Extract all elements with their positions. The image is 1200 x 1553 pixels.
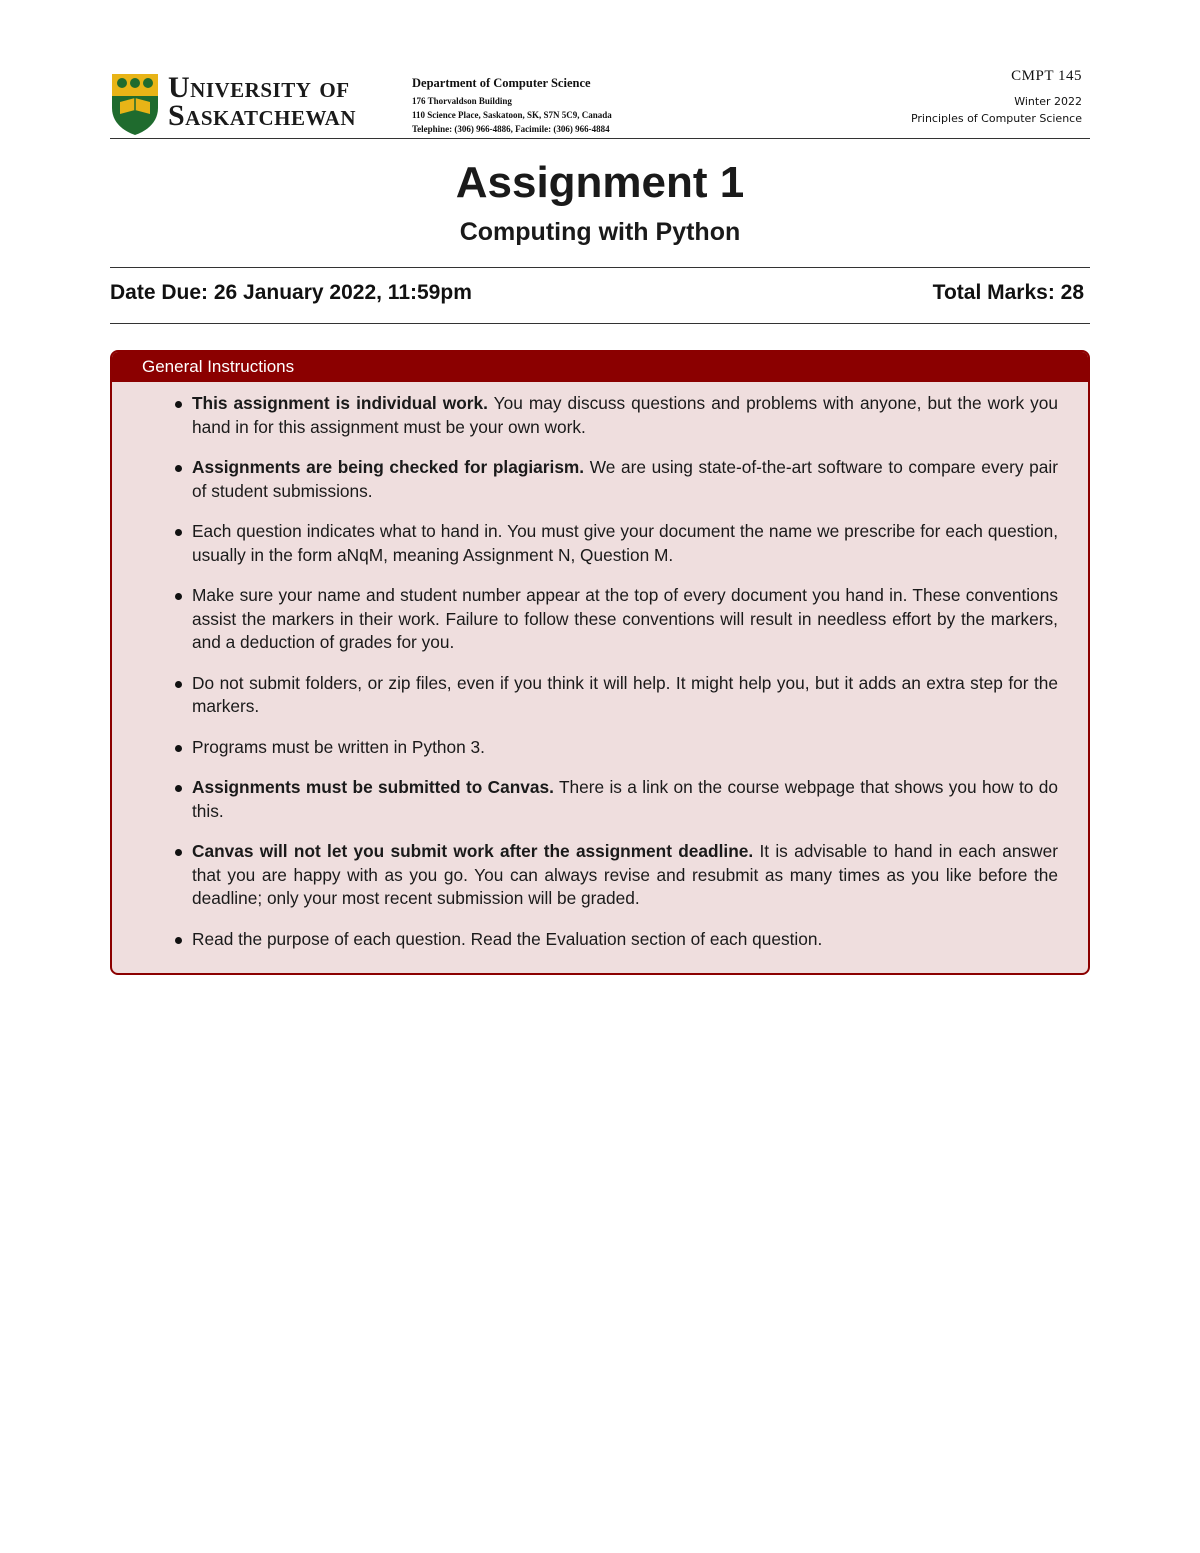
bullet-icon <box>175 593 182 600</box>
course-info <box>911 68 1082 127</box>
assignment-subtitle: Computing with Python <box>459 218 741 246</box>
course-code: CMPT 145 <box>1011 68 1082 84</box>
instruction-lead: Assignments are being checked for plagiarism. <box>192 457 585 477</box>
bullet-icon <box>175 465 182 472</box>
bullet-icon <box>175 937 182 944</box>
instruction-item <box>192 672 1058 719</box>
instruction-item <box>192 736 1058 760</box>
general-instructions-box <box>110 350 1090 975</box>
document-page <box>110 0 1090 1553</box>
instruction-item <box>192 840 1058 911</box>
instruction-text: We are using state-of-the-art software to compare every pair of student submissions. <box>192 457 1058 501</box>
instruction-text: Programs must be written in Python 3. <box>192 736 485 757</box>
university-crest-icon <box>110 72 160 136</box>
instruction-lead: This assignment is individual work. <box>192 393 488 413</box>
instruction-item <box>192 928 1058 952</box>
instruction-lead: Canvas will not let you submit work after the assignment deadline. <box>192 841 754 861</box>
instruction-text: You may discuss questions and problems with anyone, but the work you hand in for this assignment must be your own work. <box>192 393 1058 437</box>
instruction-item <box>192 392 1058 439</box>
bullet-icon <box>175 849 182 856</box>
course-name: Principles of Computer Science <box>910 112 1082 125</box>
instruction-text: Do not submit folders, or zip files, even if you think it will help. It might help you, but it adds an extra step for the markers. <box>192 672 1058 716</box>
instruction-text: It is advisable to hand in each answer that you are happy with as you go. You can always revise and resubmit as many times as you like before the deadline; only your most recent submission will be graded. <box>192 841 1058 908</box>
title-divider-bottom <box>110 323 1090 324</box>
bullet-icon <box>175 681 182 688</box>
instructions-heading: General Instructions <box>112 352 1088 382</box>
total-marks: Total Marks: 28 <box>932 281 1084 304</box>
address-line-2: 110 Science Place, Saskatoon, SK, S7N 5C9, Canada <box>412 110 612 120</box>
instruction-item <box>192 520 1058 567</box>
university-name <box>168 71 356 132</box>
bullet-icon <box>175 529 182 536</box>
instruction-item <box>192 456 1058 503</box>
bullet-icon <box>175 745 182 752</box>
instructions-list <box>112 382 1088 951</box>
address-line-1: 176 Thorvaldson Building <box>412 96 512 106</box>
bullet-icon <box>175 401 182 408</box>
instruction-item <box>192 776 1058 823</box>
course-term: Winter 2022 <box>1014 95 1082 108</box>
bullet-icon <box>175 785 182 792</box>
due-date: Date Due: 26 January 2022, 11:59pm <box>110 281 472 304</box>
title-divider-top <box>110 267 1090 268</box>
assignment-title: Assignment 1 <box>455 158 745 207</box>
instruction-text: Each question indicates what to hand in. You must give your document the name we prescribe for each question, usually in the form aNqM, meaning Assignment N, Question M. <box>192 521 1058 565</box>
phone-line: Telephine: (306) 966-4886, Facimile: (306) 966-4884 <box>412 124 610 134</box>
instruction-lead: Assignments must be submitted to Canvas. <box>192 777 554 797</box>
university-line-1: University of <box>168 71 350 104</box>
letterhead <box>110 64 1090 140</box>
instruction-text: There is a link on the course webpage that shows you how to do this. <box>192 777 1058 821</box>
instruction-item <box>192 584 1058 655</box>
header-divider <box>110 138 1090 139</box>
instruction-text: Make sure your name and student number appear at the top of every document you hand in. These conventions assist the markers in their work. Failure to follow these conventions will result in needless effort by the markers, and a deduction of grades for you. <box>192 585 1058 652</box>
instruction-text: Read the purpose of each question. Read the Evaluation section of each question. <box>192 928 823 949</box>
department-name: Department of Computer Science <box>412 76 591 90</box>
department-info <box>412 76 612 136</box>
university-line-2: Saskatchewan <box>168 99 356 132</box>
